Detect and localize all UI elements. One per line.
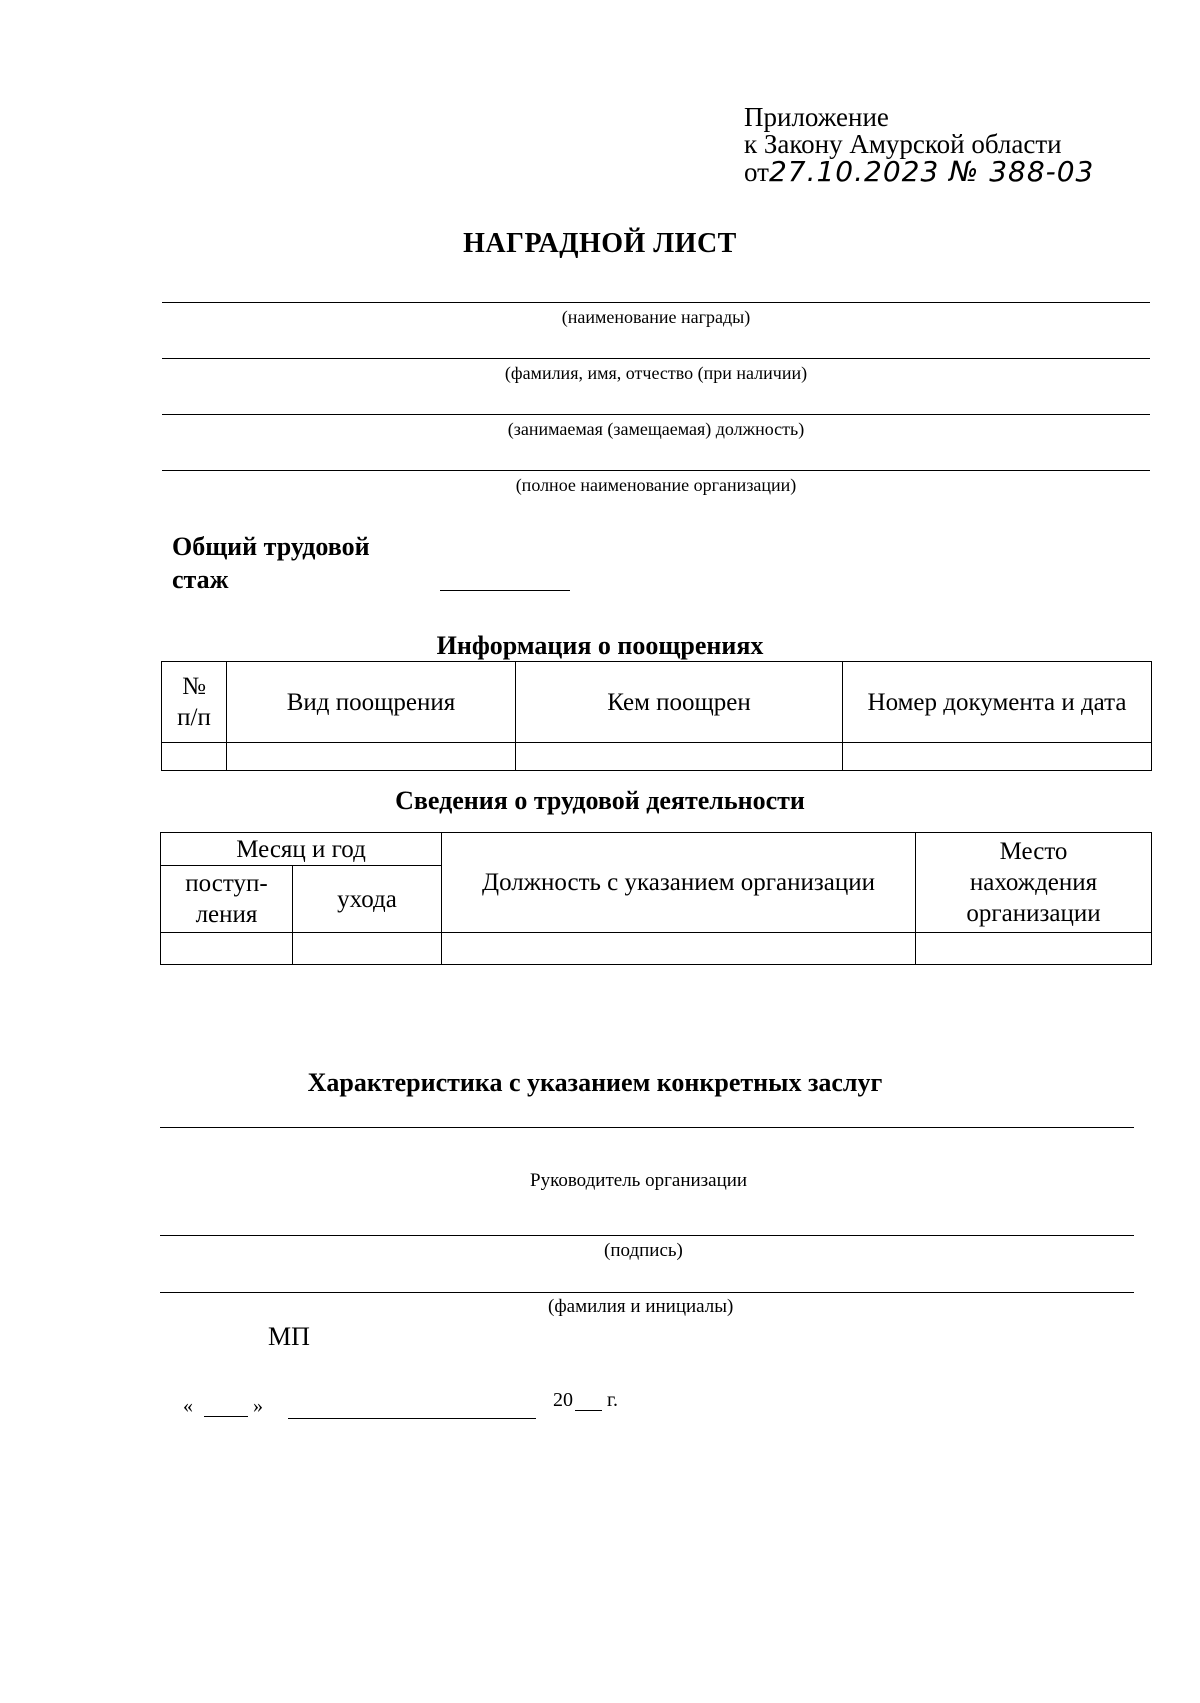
rewards-col-document: Номер документа и дата [843,662,1152,743]
signature-line[interactable] [160,1235,1134,1236]
rewards-cell-type[interactable] [227,743,516,771]
date-day-line[interactable] [204,1416,248,1417]
characteristic-section-title: Характеристика с указанием конкретных заслуг [307,1068,883,1097]
work-col-place [916,833,1152,933]
rewards-cell-document[interactable] [843,743,1152,771]
stamp-placeholder: МП [268,1322,310,1351]
date-year-line[interactable] [575,1410,602,1411]
initials-line[interactable] [160,1292,1134,1293]
work-cell-position[interactable] [442,933,916,965]
work-cell-start[interactable] [161,933,293,965]
organization-line[interactable] [162,470,1150,471]
work-col-start-line2: ления [195,901,258,928]
handwritten-date-number: 27.10.2023 № 388-03 [768,155,1095,188]
date-day-close-quote: » [253,1395,263,1417]
total-experience-label-line1: Общий трудовой [172,532,370,561]
appendix-label: Приложение [744,102,889,132]
rewards-col-number-line2: п/п [177,704,211,731]
rewards-section-title: Информация о поощрениях [436,631,764,660]
law-date-line [744,155,1095,188]
rewards-col-type: Вид поощрения [227,662,516,743]
position-caption: (занимаемая (замещаемая) должность) [507,419,805,439]
total-experience-label-line2: стаж [172,565,229,594]
signature-caption: (подпись) [604,1240,683,1261]
work-col-start-line1: поступ- [185,870,268,897]
rewards-cell-by[interactable] [516,743,843,771]
characteristic-line[interactable] [160,1127,1134,1128]
award-name-caption: (наименование награды) [561,307,751,327]
rewards-col-number-line1: № [182,673,206,700]
rewards-col-by: Кем поощрен [516,662,843,743]
date-year-suffix: г. [607,1389,618,1411]
work-history-table [160,832,1152,965]
award-name-line[interactable] [162,302,1150,303]
work-col-start [161,866,293,933]
rewards-table [161,661,1152,771]
work-col-month-year: Месяц и год [161,833,442,866]
work-cell-leave[interactable] [293,933,442,965]
date-day-open-quote: « [183,1395,193,1417]
document-title: НАГРАДНОЙ ЛИСТ [463,228,737,259]
work-col-leave: ухода [293,866,442,933]
work-section-title: Сведения о трудовой деятельности [395,786,805,815]
work-col-place-line1: Место [999,838,1068,865]
position-line[interactable] [162,414,1150,415]
head-of-organization-label: Руководитель организации [530,1170,748,1191]
work-col-place-line2: нахождения [969,869,1098,896]
full-name-line[interactable] [162,358,1150,359]
date-month-line[interactable] [288,1418,536,1419]
total-experience-line[interactable] [440,590,570,591]
work-col-position: Должность с указанием организации [442,833,916,933]
law-reference: к Закону Амурской области [744,129,1062,159]
total-experience-label [172,530,370,596]
work-cell-place[interactable] [916,933,1152,965]
initials-caption: (фамилия и инициалы) [548,1296,734,1317]
organization-caption: (полное наименование организации) [515,475,797,495]
rewards-cell-number[interactable] [162,743,227,771]
date-year-prefix: 20 [553,1389,573,1411]
full-name-caption: (фамилия, имя, отчество (при наличии) [504,363,808,383]
work-col-place-line3: организации [966,900,1101,927]
rewards-col-number [162,662,227,743]
date-prefix: от [744,157,769,187]
